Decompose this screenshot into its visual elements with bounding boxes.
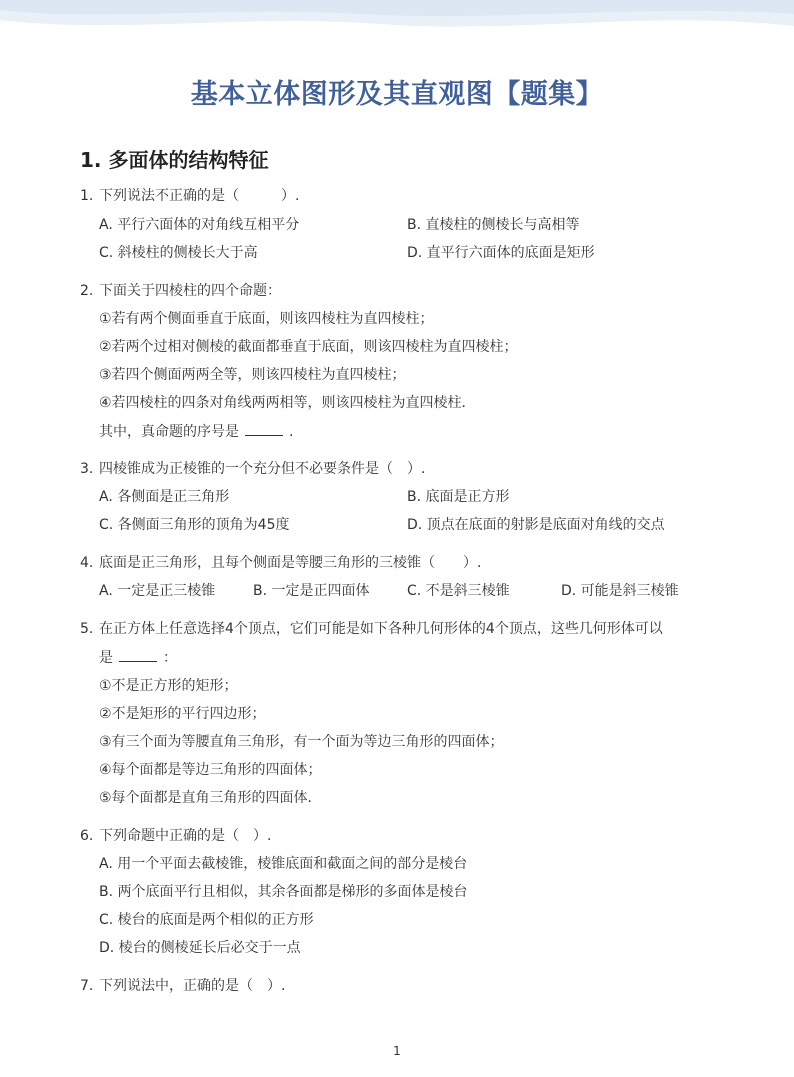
- option-a: A. 用一个平面去截棱锥，棱锥底面和截面之间的部分是棱台: [99, 856, 468, 872]
- answer-prompt-text: 其中，真命题的序号是: [99, 424, 239, 440]
- option-b: B. 一定是正四面体: [253, 583, 370, 599]
- option-d: D. 可能是斜三棱锥: [561, 583, 679, 599]
- question-number: 4.: [80, 555, 94, 571]
- proposition-5: ⑤每个面都是直角三角形的四面体．: [99, 790, 322, 806]
- answer-blank: [119, 649, 157, 662]
- question-number: 3.: [80, 461, 94, 477]
- option-b: B. 两个底面平行且相似，其余各面都是梯形的多面体是棱台: [99, 884, 468, 900]
- question-stem: 下列命题中正确的是（ ）.: [99, 828, 272, 844]
- option-d: D. 直平行六面体的底面是矩形: [407, 245, 595, 261]
- section-heading: 1. 多面体的结构特征: [80, 148, 269, 172]
- proposition-3: ③有三个面为等腰直角三角形，有一个面为等边三角形的四面体；: [99, 734, 504, 750]
- page-number: 1: [393, 1044, 401, 1058]
- proposition-2: ②不是矩形的平行四边形；: [99, 706, 266, 722]
- proposition-1: ①不是正方形的矩形；: [99, 678, 238, 694]
- question-stem: 下列说法中，正确的是（ ）.: [99, 978, 286, 994]
- option-c: C. 各侧面三角形的顶角为45度: [99, 517, 290, 533]
- question-stem-continued: [99, 649, 177, 667]
- question-stem: 四棱锥成为正棱锥的一个充分但不必要条件是（ ）.: [99, 461, 426, 477]
- proposition-4: ④每个面都是等边三角形的四面体；: [99, 762, 322, 778]
- question-stem: 下面关于四棱柱的四个命题：: [99, 283, 281, 299]
- proposition-1: ①若有两个侧面垂直于底面，则该四棱柱为直四棱柱；: [99, 311, 434, 327]
- question-number: 7.: [80, 978, 94, 994]
- question-number: 1.: [80, 188, 94, 204]
- header-wave-decoration: [0, 0, 794, 40]
- question-number: 5.: [80, 621, 94, 637]
- option-c: C. 不是斜三棱锥: [407, 583, 510, 599]
- option-b: B. 底面是正方形: [407, 489, 510, 505]
- stem-text: 是: [99, 650, 113, 666]
- answer-blank: [245, 423, 283, 436]
- option-c: C. 斜棱柱的侧棱长大于高: [99, 245, 258, 261]
- question-stem: 在正方体上任意选择4个顶点，它们可能是如下各种几何形体的4个顶点，这些几何形体可以: [99, 621, 663, 637]
- option-b: B. 直棱柱的侧棱长与高相等: [407, 217, 580, 233]
- proposition-3: ③若四个侧面两两全等，则该四棱柱为直四棱柱；: [99, 367, 406, 383]
- question-number: 2.: [80, 283, 94, 299]
- answer-prompt-end: .: [289, 424, 294, 440]
- page-title: 基本立体图形及其直观图【题集】: [190, 79, 604, 110]
- option-d: D. 顶点在底面的射影是底面对角线的交点: [407, 517, 665, 533]
- option-c: C. 棱台的底面是两个相似的正方形: [99, 912, 314, 928]
- option-a: A. 平行六面体的对角线互相平分: [99, 217, 300, 233]
- question-stem: 底面是正三角形，且每个侧面是等腰三角形的三棱锥（ ）.: [99, 555, 482, 571]
- option-a: A. 各侧面是正三角形: [99, 489, 230, 505]
- proposition-2: ②若两个过相对侧棱的截面都垂直于底面，则该四棱柱为直四棱柱；: [99, 339, 518, 355]
- option-a: A. 一定是正三棱锥: [99, 583, 216, 599]
- stem-end: ：: [163, 650, 177, 666]
- proposition-4: ④若四棱柱的四条对角线两两相等，则该四棱柱为直四棱柱．: [99, 395, 476, 411]
- answer-prompt: [99, 423, 293, 441]
- question-number: 6.: [80, 828, 94, 844]
- option-d: D. 棱台的侧棱延长后必交于一点: [99, 940, 301, 956]
- question-stem: 下列说法不正确的是（ ）.: [99, 188, 300, 204]
